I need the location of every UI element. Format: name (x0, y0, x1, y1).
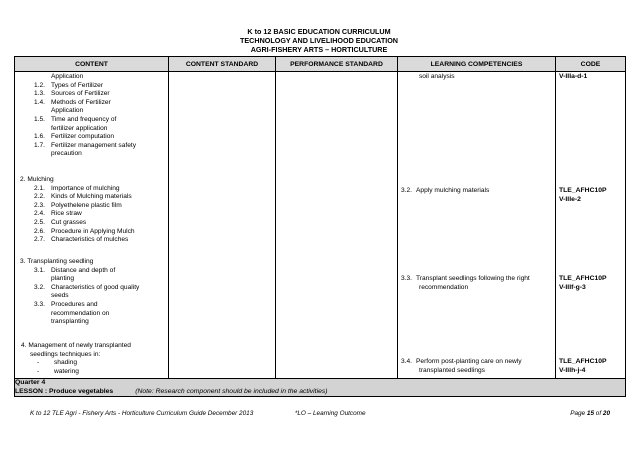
list-item (15, 368, 168, 377)
list-item-number: 1.4. (34, 98, 45, 106)
list-item-text: Distance and depth of (51, 266, 116, 274)
competency-line (398, 358, 555, 367)
list-item (15, 107, 168, 116)
footer-lo-note: *LO – Learning Outcome (294, 410, 366, 417)
competency-number: 3.3. (401, 275, 412, 282)
list-item-number: 2.2. (34, 193, 45, 201)
list-item-text: Application (51, 107, 84, 115)
competency-line (398, 187, 555, 196)
list-item-text: Importance of mulching (51, 184, 120, 192)
lesson-note: (Note: Research component should be included in the activities) (135, 387, 328, 395)
content-block-1 (15, 73, 168, 159)
list-item-number: 1.6. (34, 133, 45, 141)
list-item-text: Fertilizer computation (51, 133, 115, 141)
list-item (15, 236, 168, 245)
column-header-content: CONTENT (15, 57, 169, 72)
code-item (556, 275, 625, 292)
content-cell (15, 72, 169, 379)
list-item (15, 125, 168, 134)
competency-number: 3.2. (401, 187, 412, 194)
list-item (15, 310, 168, 319)
code-line: V-IIIf-g-3 (559, 283, 586, 291)
list-item-number: 1.2. (34, 81, 45, 89)
list-item-text: Fertilizer management safety (51, 141, 137, 149)
footer-page-of: of (594, 410, 603, 417)
list-item-text: transplanting (51, 318, 89, 326)
column-header-learning-competencies: LEARNING COMPETENCIES (398, 57, 556, 72)
list-item-text: shading (54, 359, 78, 367)
list-item (15, 150, 168, 159)
code-line: TLE_AFHC10P (559, 358, 607, 365)
list-item-text: Procedures and (51, 300, 98, 308)
list-item (15, 228, 168, 237)
competency-text: Apply mulching materials (416, 187, 490, 194)
code-item (556, 187, 625, 204)
list-item (15, 82, 168, 91)
competency-item (398, 275, 555, 292)
code-line: TLE_AFHC10P (559, 275, 607, 282)
footer-page-total: 20 (602, 410, 610, 417)
quarter-label: Quarter 4 (15, 379, 46, 386)
list-item-number: 1.5. (34, 115, 45, 123)
list-item-number: 3.1. (34, 266, 45, 274)
code-item (556, 73, 625, 82)
list-item-text: Polyethelene plastic film (51, 201, 122, 209)
list-item (15, 99, 168, 108)
table-header-row (15, 57, 626, 72)
content-topic-management-line2: seedlings techniques in: (30, 350, 101, 358)
code-line: V-IIIe-2 (559, 195, 581, 203)
footer-page-number: 15 (586, 410, 594, 417)
column-header-performance-standard: PERFORMANCE STANDARD (276, 57, 398, 72)
list-item-number: 2.5. (34, 218, 45, 226)
competency-text: Transplant seedlings following the right (416, 275, 530, 282)
competency-number: 3.4. (401, 358, 412, 365)
list-item-text: Kinds of Mulching materials (51, 193, 132, 201)
list-item-number: 2.7. (34, 236, 45, 244)
list-item (15, 133, 168, 142)
list-item (15, 116, 168, 125)
list-item (15, 219, 168, 228)
list-item-number: 2.1. (34, 184, 45, 192)
footer-page-prefix: Page (570, 410, 587, 417)
competency-item (398, 358, 555, 375)
list-item-number: 2.3. (34, 201, 45, 209)
code-cell (556, 72, 626, 379)
list-item (15, 142, 168, 151)
list-item-text: planting (51, 275, 75, 283)
competency-line (398, 284, 555, 293)
code-line: V-IIIh-j-4 (559, 366, 586, 374)
list-item-text: watering (54, 367, 79, 375)
content-topic-management-line1: 4. Management of newly transplanted (21, 342, 131, 349)
list-item (15, 359, 168, 368)
list-item-text: Characteristics of good quality (51, 283, 140, 291)
competency-text: recommendation (419, 283, 469, 291)
list-item (15, 267, 168, 276)
list-item-text: Rice straw (51, 210, 82, 218)
performance-standard-cell (276, 72, 398, 379)
list-item-text: precaution (51, 150, 82, 158)
list-item-text: seeds (51, 292, 69, 300)
table-row (15, 72, 626, 379)
list-item-number: 1.7. (34, 141, 45, 149)
competency-line (398, 73, 555, 82)
list-item (15, 301, 168, 310)
doc-header-line3: AGRI-FISHERY ARTS – HORTICULTURE (250, 45, 388, 54)
column-header-content-standard: CONTENT STANDARD (169, 57, 276, 72)
list-item-number: 2.4. (34, 210, 45, 218)
competency-item (398, 73, 555, 82)
list-item-text: Methods of Fertilizer (51, 98, 111, 106)
competency-item (398, 187, 555, 196)
content-block-4 (15, 342, 168, 376)
learning-competencies-cell (398, 72, 556, 379)
list-item (15, 275, 168, 284)
list-item (15, 185, 168, 194)
doc-header-line1: K to 12 BASIC EDUCATION CURRICULUM (247, 27, 391, 36)
competency-text: Perform post-planting care on newly (416, 358, 522, 365)
list-item-text: Characteristics of mulches (51, 236, 129, 244)
list-item-number: - (37, 367, 40, 375)
content-topic-transplanting: 3. Transplanting seedling (20, 258, 94, 265)
quarter-row (15, 379, 626, 397)
list-item-text: Cut grasses (51, 218, 87, 226)
lesson-title: LESSON : Produce vegetables (15, 387, 114, 395)
list-item (15, 202, 168, 211)
list-item (15, 193, 168, 202)
code-line: V-IIIa-d-1 (559, 73, 588, 80)
list-item (15, 318, 168, 327)
competency-line (398, 275, 555, 284)
list-item (15, 292, 168, 301)
list-item-text: Types of Fertilizer (51, 81, 104, 89)
list-item-number: 3.3. (34, 300, 45, 308)
competency-text: soil analysis (419, 73, 455, 80)
list-item-number: - (37, 359, 40, 367)
code-line: TLE_AFHC10P (559, 187, 607, 194)
competency-text: transplanted seedlings (419, 366, 485, 374)
content-topic-mulching: 2. Mulching (20, 176, 54, 183)
list-item (15, 210, 168, 219)
list-item-number: 3.2. (34, 283, 45, 291)
code-item (556, 358, 625, 375)
list-item (15, 284, 168, 293)
list-item-text: fertilizer application (51, 124, 108, 132)
column-header-code: CODE (556, 57, 626, 72)
list-item (15, 90, 168, 99)
list-item-text: recommendation on (51, 309, 110, 317)
curriculum-table (14, 56, 626, 397)
list-item-text: Procedure in Applying Mulch (51, 227, 135, 235)
quarter-cell (15, 379, 626, 397)
content-standard-cell (169, 72, 276, 379)
list-item-number: 1.3. (34, 90, 45, 98)
list-item-text: Sources of Fertilizer (51, 90, 110, 98)
list-item-text: Time and frequency of (51, 115, 117, 123)
content-block-3 (15, 258, 168, 327)
doc-header-line2: TECHNOLOGY AND LIVELIHOOD EDUCATION (240, 36, 398, 45)
list-item-number: 2.6. (34, 227, 45, 235)
competency-line (398, 367, 555, 376)
footer-guide-title: K to 12 TLE Agri - Fishery Arts - Horticulture Curriculum Guide December 2013 (30, 410, 254, 417)
content-continued-line: Application (51, 73, 84, 80)
content-block-2 (15, 176, 168, 245)
page-footer (30, 410, 610, 417)
